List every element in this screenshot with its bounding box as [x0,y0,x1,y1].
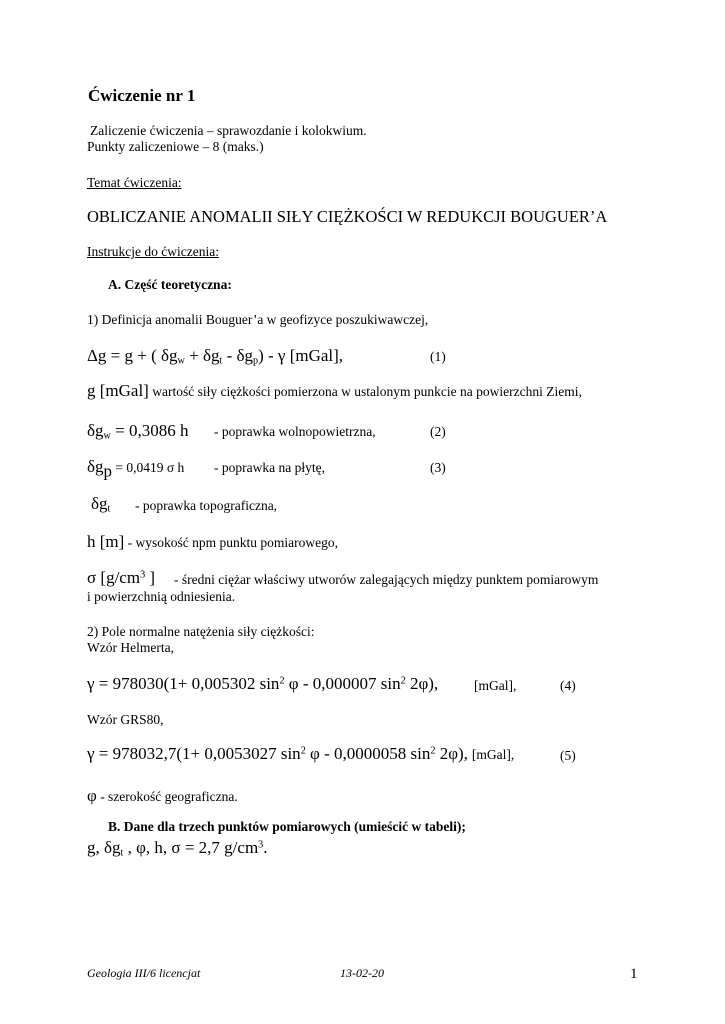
eq1-part: Δg = g + ( δg [87,346,178,365]
equation-2-description: - poprawka wolnopowietrzna, [214,424,376,439]
eq5-part: 2φ), [435,744,468,763]
intro-line-1: Zaliczenie ćwiczenia – sprawozdanie i kolokwium. [90,123,367,138]
eq4-part: 2φ), [405,674,439,693]
item-2-text: 2) Pole normalne natężenia siły ciężkości: [87,624,315,639]
eq5-part: γ = 978032,7(1+ 0,0053027 sin [87,744,301,763]
data-line [87,838,268,858]
equation-1 [87,346,343,366]
eq4-sup: 2 [279,675,285,687]
data-part: . [263,838,268,857]
equation-3 [87,457,185,481]
eq2-part: = 0,3086 h [110,421,189,440]
eq1-part: ) - γ [mGal], [258,346,344,365]
topographic-correction-description: - poprawka topograficzna, [135,498,278,513]
footer-course: Geologia III/6 licencjat [87,966,201,980]
data-sup: 3 [258,839,264,851]
eq5-sup: 2 [430,745,436,757]
equation-1-number: (1) [430,349,446,364]
eq5-sup: 2 [300,745,306,757]
footer-date: 13-02-20 [340,966,384,980]
definition-g [87,381,582,401]
equation-5-number: (5) [560,748,576,763]
definition-g-text: wartość siły ciężkości pomierzona w ustalonym punkcie na powierzchni Ziemi, [148,384,582,399]
definition-h-symbol: h [m] [87,532,125,551]
helmert-label: Wzór Helmerta, [87,640,174,655]
equation-4 [87,674,438,694]
eq5-part: φ - 0,0000058 sin [305,744,431,763]
eq2-part: δg [87,421,104,440]
eq2-sub-w: w [103,430,111,442]
eq3-part: = 0,0419 σ h [112,460,185,475]
definition-h-text: - wysokość npm punktu pomiarowego, [124,535,339,550]
definition-h [87,532,338,552]
equation-2 [87,421,188,441]
topic-heading: OBLICZANIE ANOMALII SIŁY CIĘŻKOŚCI W REDUKCJI BOUGUER’A [87,207,608,226]
sigma-part: σ [g/cm [87,568,141,587]
equation-4-unit: [mGal], [474,678,517,693]
page-title: Ćwiczenie nr 1 [88,86,196,105]
definition-phi-symbol: φ [87,786,97,805]
equation-3-description: - poprawka na płytę, [214,460,325,475]
grs80-label: Wzór GRS80, [87,712,164,727]
eq4-sup: 2 [400,675,406,687]
equation-4-number: (4) [560,678,576,693]
definition-sigma-text: - średni ciężar właściwy utworów zalegających między punktem pomiarowym [174,572,599,587]
equation-5-unit: [mGal], [471,747,515,762]
instructions-label: Instrukcje do ćwiczenia: [87,244,219,259]
definition-g-symbol: g [mGal] [87,381,149,400]
sigma-sup: 3 [140,569,146,581]
eq3-sub-p: p [103,461,113,481]
eq3-part: δg [87,457,104,476]
equation-5 [87,744,514,764]
eq1-sub-t: t [219,355,223,367]
section-b-heading: B. Dane dla trzech punktów pomiarowych (umieścić w tabeli); [108,819,466,834]
data-sub-t: t [120,847,124,859]
eq1-sub-w: w [177,355,185,367]
eq1-part: - δg [222,346,254,365]
topographic-correction-symbol [91,494,110,514]
eqt-part: δg [91,494,108,513]
eqt-sub-t: t [107,503,111,515]
equation-2-number: (2) [430,424,446,439]
eq4-part: φ - 0,000007 sin [284,674,401,693]
data-part: , φ, h, σ = 2,7 g/cm [123,838,259,857]
topic-label: Temat ćwiczenia: [87,175,182,190]
sigma-part: ] [145,568,156,587]
definition-sigma-symbol [87,568,155,588]
definition-phi [87,786,238,806]
definition-phi-text: - szerokość geograficzna. [96,789,238,804]
intro-line-2: Punkty zaliczeniowe – 8 (maks.) [87,139,264,154]
eq4-part: γ = 978030(1+ 0,005302 sin [87,674,280,693]
equation-3-number: (3) [430,460,446,475]
item-1-text: 1) Definicja anomalii Bouguer’a w geofizyce poszukiwawczej, [87,312,429,327]
data-part: g, δg [87,838,121,857]
eq1-sub-p: p [253,355,259,367]
section-a-heading: A. Część teoretyczna: [108,277,232,292]
definition-sigma-text-2: i powierzchnią odniesienia. [87,589,236,604]
page-number: 1 [630,966,638,982]
eq1-part: + δg [184,346,220,365]
